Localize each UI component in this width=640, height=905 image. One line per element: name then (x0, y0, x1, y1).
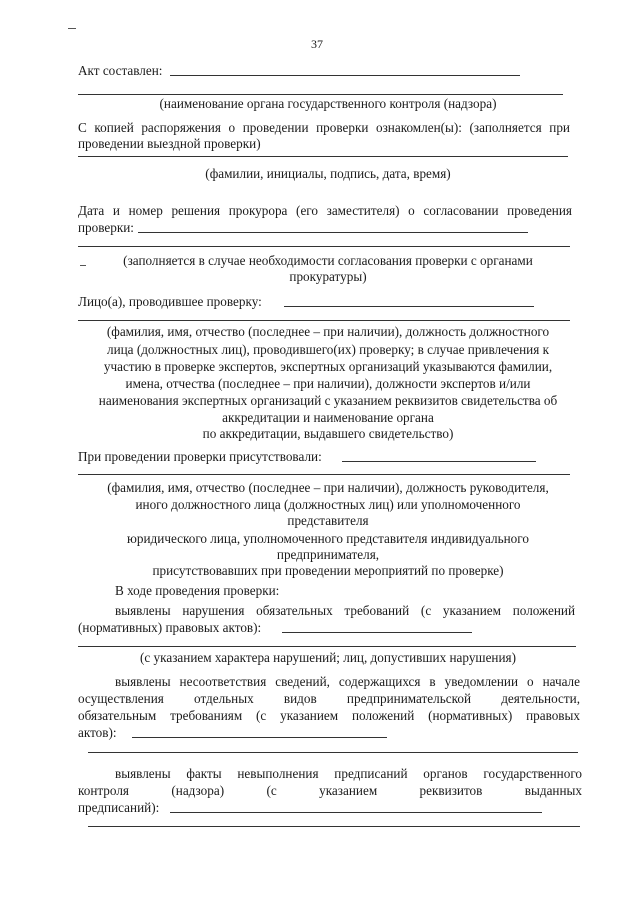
inspectors-caption-5: наименования экспертных организаций с указанием реквизитов свидетельства об (98, 393, 558, 408)
inspectors-label: Лицо(а), проводившее проверку: (78, 294, 262, 309)
order-copy-fill-line (78, 156, 568, 157)
act-compiled-caption: (наименование органа государственного контроля (надзора) (159, 96, 497, 111)
order-copy-line-1: С копией распоряжения о проведении проверки ознакомлен(ы): (заполняется при (78, 120, 570, 135)
violations-caption: (с указанием характера нарушений; лиц, допустивших нарушения) (140, 650, 516, 665)
present-caption-1: (фамилия, имя, отчество (последнее – при наличии), должность руководителя, (107, 480, 549, 495)
orders-unfulfilled-line-3: предписаний): (78, 800, 160, 815)
inspectors-fill-line-2 (78, 320, 570, 321)
present-caption-2: иного должностного лица (должностных лиц) или уполномоченного (135, 497, 521, 512)
inspectors-caption-7: по аккредитации, выдавшего свидетельство) (202, 426, 454, 441)
violations-fill-line (282, 632, 472, 633)
prosecutor-fill-line (138, 232, 528, 233)
inspectors-caption-2: лица (должностных лиц), проводившего(их) проверку; в случае привлечения к (106, 342, 549, 357)
orders-unfulfilled-fill-line (170, 812, 542, 813)
mismatches-line-2: осуществления отдельных видов предпринимательской деятельности, (78, 691, 580, 706)
orders-unfulfilled-line-1: выявлены факты невыполнения предписаний органов государственного (115, 766, 582, 781)
inspectors-caption-6: аккредитации и наименование органа (222, 410, 434, 425)
mismatches-fill-line-2 (88, 752, 578, 753)
present-caption-5: предпринимателя, (276, 547, 380, 562)
mismatches-fill-line (132, 737, 387, 738)
violations-line-1: выявлены нарушения обязательных требований (с указанием положений (115, 603, 575, 618)
violations-fill-line-2 (78, 646, 576, 647)
inspectors-caption-4: имена, отчества (последнее – при наличии), должности экспертов и/или (125, 376, 531, 391)
violations-line-2: (нормативных) правовых актов): (78, 620, 262, 635)
present-fill-line (342, 461, 536, 462)
present-caption-3: представителя (287, 513, 369, 528)
order-copy-caption: (фамилии, инициалы, подпись, дата, время) (205, 166, 451, 181)
page-number: 37 (311, 37, 323, 51)
inspectors-caption-1: (фамилия, имя, отчество (последнее – при наличии), должность должностного (106, 324, 550, 339)
prosecutor-caption-2: прокуратуры) (289, 269, 367, 284)
act-compiled-label: Акт составлен: (78, 63, 163, 78)
mismatches-line-4: актов): (78, 725, 117, 740)
present-label: При проведении проверки присутствовали: (78, 449, 322, 464)
prosecutor-fill-line-2 (78, 246, 570, 247)
findings-intro: В ходе проведения проверки: (115, 583, 280, 598)
scan-speck (68, 28, 76, 29)
act-compiled-fill-line-2 (78, 94, 563, 95)
inspectors-caption-3: участию в проверке экспертов, экспертных организаций указываются фамилии, (103, 359, 553, 374)
prosecutor-caption-1: (заполняется в случае необходимости согласования проверки с органами (123, 253, 533, 268)
mismatches-line-1: выявлены несоответствия сведений, содержащихся в уведомлении о начале (115, 674, 580, 689)
prosecutor-line-2: проверки: (78, 220, 134, 235)
present-fill-line-2 (78, 474, 570, 475)
orders-unfulfilled-fill-line-2 (88, 826, 580, 827)
mismatches-line-3: обязательным требованиям (с указанием положений (нормативных) правовых (78, 708, 580, 723)
present-caption-6: присутствовавших при проведении мероприятий по проверке) (152, 563, 504, 578)
inspectors-fill-line (284, 306, 534, 307)
prosecutor-line-1: Дата и номер решения прокурора (его заместителя) о согласовании проведения (78, 203, 572, 218)
order-copy-line-2: проведении выездной проверки) (78, 136, 261, 151)
orders-unfulfilled-line-2: контроля (надзора) (с указанием реквизитов выданных (78, 783, 582, 798)
present-caption-4: юридического лица, уполномоченного представителя индивидуального (127, 531, 529, 546)
act-compiled-fill-line (170, 75, 520, 76)
